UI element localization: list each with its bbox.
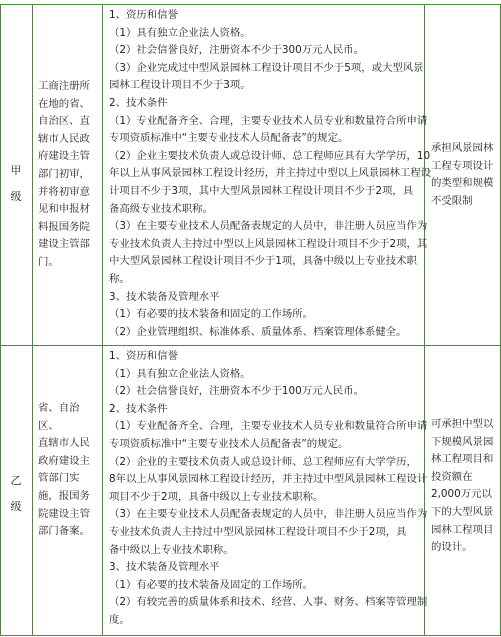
scope-line: 可承担中型以: [431, 418, 494, 430]
condition-line: （1）具有独立企业法人资格。: [109, 26, 251, 39]
condition-line: 专业技术负责人主持过中型以上风景园林工程设计项目不少于2项，其: [109, 237, 428, 250]
condition-line: （1）有必要的技术装备和固定的工作场所。: [109, 308, 314, 321]
condition-heading: 1、资历和信誉: [109, 9, 178, 21]
authority-line: 料报国务院: [38, 220, 90, 233]
scope-line: 的类型和规模: [431, 177, 494, 190]
authority-line: 府建设主管: [38, 150, 90, 163]
condition-line: （3）在主要专业技术人员配备表规定的人员中，非注册人员应当作为: [109, 220, 428, 233]
condition-line: （1）具有独立企业法人资格。: [109, 367, 251, 380]
condition-line: 称。: [109, 272, 130, 285]
level-char: [1, 158, 31, 210]
table-border-bottom: [0, 635, 501, 636]
authority-line: 施，报国务: [38, 489, 90, 502]
condition-line: 计项目不少于3项，其中大型风景园林工程设计项目不少于2项，具: [109, 184, 414, 197]
authority-line: 见和申报材: [38, 203, 90, 216]
scope-line: 园林工程项目: [431, 523, 494, 536]
authority-line: 在地的省、: [38, 97, 90, 110]
business-scope: [425, 140, 500, 210]
condition-line: （2）社会信誉良好，注册资本不少于100万元人民币。: [109, 385, 365, 398]
row-divider: [0, 345, 501, 346]
level-char-glyph: 乙: [10, 474, 22, 487]
scope-line: 下规模风景园: [431, 435, 494, 448]
level-char: [1, 468, 31, 520]
scope-line: 的设计。: [431, 541, 473, 554]
level-char-glyph: 级: [10, 500, 22, 513]
condition-heading: 2、技术条件: [109, 402, 168, 415]
condition-line: 备中级以上专业技术职称。: [109, 543, 234, 556]
authority-line: 自治区、直: [38, 115, 90, 128]
condition-line: （2）社会信誉良好，注册资本不少于300万元人民币。: [109, 44, 365, 57]
authority-line: 建设主管部: [38, 238, 90, 251]
scope-line: 2,000万元以: [431, 488, 492, 501]
condition-line: 中大型风景园林工程设计项目不少于1项，具备中级以上专业技术职: [109, 255, 417, 268]
condition-line: 项目不少于2项，具备中级以上专业技术职称。: [109, 490, 324, 503]
condition-heading: 3、技术装备及管理水平: [109, 561, 220, 574]
condition-heading: 1、资历和信誉: [109, 350, 178, 362]
condition-line: 8年以上从事风景园林工程设计经历，并主持过中型风景园林工程设计: [109, 473, 428, 486]
condition-line: （3）在主要专业技术人员配备表规定的人员中，非注册人员应当作为: [109, 508, 428, 521]
condition-line: （1）专业配备齐全、合理，主要专业技术人员专业和数量符合所申请: [109, 114, 428, 127]
condition-line: 专项资质标准中“主要专业技术人员配备表”的规定。: [109, 132, 349, 145]
authority-line: 院建设主管: [38, 507, 90, 520]
qualification-conditions: [103, 7, 432, 341]
condition-line: （1）专业配备齐全、合理，主要专业技术人员专业和数量符合所申请: [109, 420, 428, 433]
condition-heading: 2、技术条件: [109, 96, 168, 109]
condition-line: 专项资质标准中“主要专业技术人员配备表”的规定。: [109, 437, 349, 450]
condition-line: 专业技术负责人主持过中型风景园林工程设计项目不少于2项，具: [109, 525, 407, 538]
authority-line: 政府建设主: [38, 454, 90, 467]
scope-line: 下的大型风景: [431, 505, 494, 518]
scope-line: 不受限制: [431, 194, 473, 207]
authority-line: 工商注册所: [38, 80, 90, 92]
condition-heading: 3、技术装备及管理水平: [109, 290, 220, 303]
table-border-left: [0, 4, 1, 636]
authority-line: 辖市人民政: [38, 132, 90, 145]
scope-line: 林工程项目和: [431, 453, 494, 466]
condition-line: （2）企业管理组织、标准体系、质量体系、档案管理体系健全。: [109, 325, 407, 338]
level-label: [1, 158, 31, 210]
condition-line: 年以上从事风景园林工程设计经历，并主持过中型以上风景园林工程设: [109, 167, 432, 180]
authority-line: 部门备案。: [38, 525, 90, 538]
authority-line: 部门初审，: [38, 167, 90, 180]
authority-line: 并将初审意: [38, 185, 90, 198]
condition-line: （2）企业主要技术负责人或总设计师、总工程师应具有大学学历，10: [109, 149, 431, 162]
condition-line: （3）企业完成过中型风景园林工程设计项目不少于5项，或大型风景: [109, 61, 424, 74]
table-border-top: [0, 4, 501, 5]
authority-line: 省、自治区、: [38, 402, 80, 432]
condition-line: （1）有必要的技术装备及固定的工作场所。: [109, 578, 314, 591]
scope-line: 承担风景园林: [431, 142, 494, 154]
authority-line: 门。: [38, 255, 59, 268]
condition-line: 园林工程设计项目不少于3项。: [109, 79, 251, 92]
level-label: [1, 468, 31, 520]
condition-line: （2）企业的主要技术负责人或总设计师、总工程师应有大学学历，: [109, 455, 417, 468]
condition-line: 度。: [109, 613, 130, 626]
scope-line: 投资额在: [431, 470, 473, 483]
business-scope: [425, 416, 500, 557]
authority-line: 直辖市人民: [38, 437, 90, 450]
scope-line: 工程专项设计: [431, 159, 494, 172]
approval-authority: [33, 78, 101, 272]
condition-line: （2）有较完善的质量体系和技术、经营、人事、财务、档案等管理制: [109, 596, 428, 609]
approval-authority: [33, 400, 101, 541]
qualification-conditions: [103, 348, 428, 630]
level-char-glyph: 甲: [10, 164, 22, 177]
level-char-glyph: 级: [10, 190, 22, 203]
authority-line: 管部门实: [38, 472, 80, 485]
condition-line: 备高级专业技术职称。: [109, 202, 213, 215]
